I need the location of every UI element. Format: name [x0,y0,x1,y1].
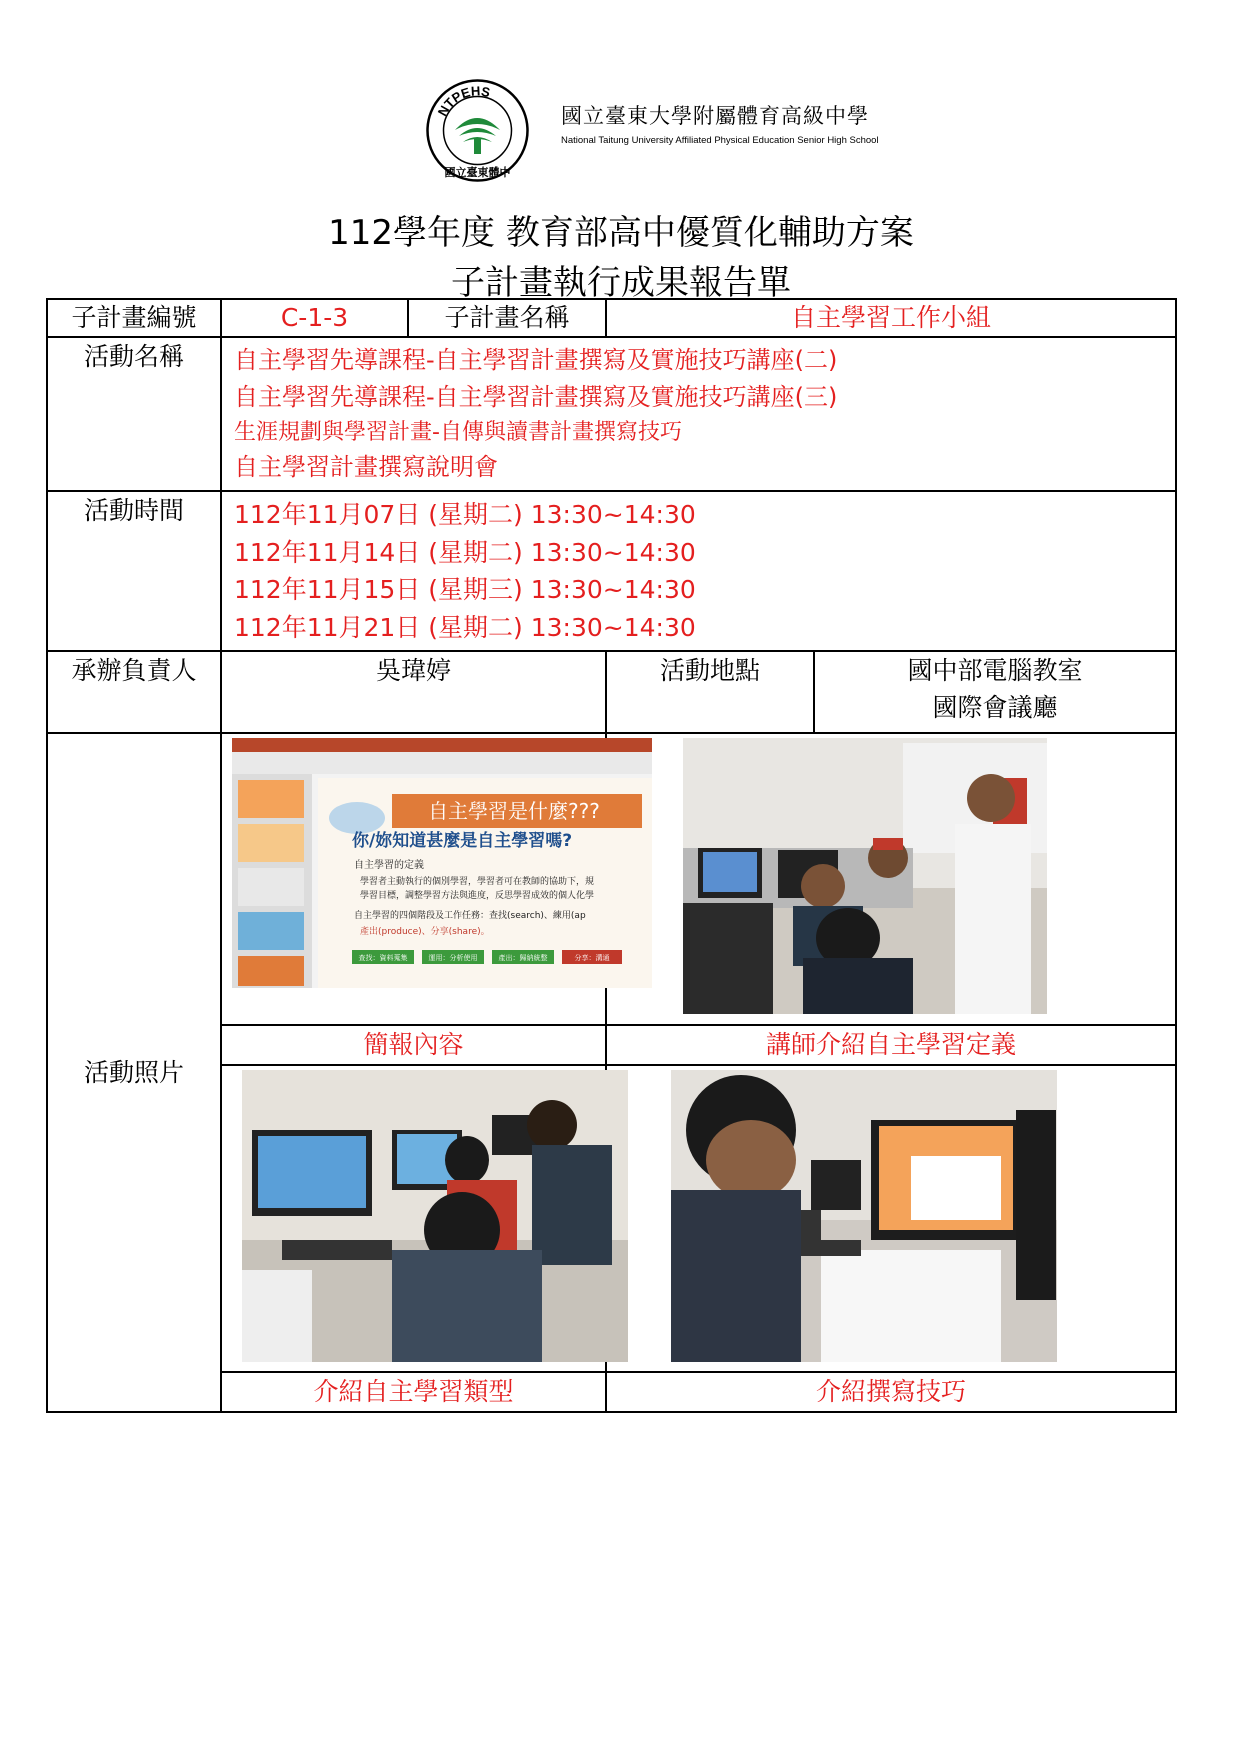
photo-types-cell [221,1065,606,1372]
photo-instructor-cell [606,733,1176,1025]
slide-button-3: 產出：歸納統整 [498,954,548,962]
location-values [814,651,1176,733]
plan-name-label: 子計畫名稱 [408,299,606,337]
activity-name-2: 自主學習先導課程-自主學習計畫撰寫及實施技巧講座(三) [234,383,838,411]
photo-caption-3: 介紹自主學習類型 [221,1372,606,1412]
activity-time-3: 112年11月15日 (星期三) 13:30~14:30 [234,575,696,604]
plan-no-value: C-1-3 [221,299,408,337]
activity-time-label: 活動時間 [47,491,221,651]
photo-slide-cell [221,733,610,1025]
location-1: 國中部電腦教室 [907,656,1083,685]
school-seal-icon [425,78,530,183]
svg-text:NTPEHS: NTPEHS [434,83,492,119]
slide-body2: 學習目標，調整學習方法與進度，反思學習成效的個人化學 [360,891,595,901]
organizer-label: 承辦負責人 [47,651,221,733]
organizer-value [221,651,606,733]
plan-no-label: 子計畫編號 [47,299,221,337]
slide-body1: 學習者主動執行的個別學習，學習者可在教師的協助下，規 [360,877,595,887]
slide-screenshot-photo [232,738,652,988]
slide-title: 自主學習是什麼??? [428,799,600,823]
activity-time-2: 112年11月14日 (星期二) 13:30~14:30 [234,537,696,567]
school-logo-block [425,78,879,188]
organizer-name: 吳瑋婷 [376,656,452,685]
slide-bullet2: 自主學習的四個階段及工作任務：查找(search)、練用(ap [354,911,586,921]
activity-name-4: 自主學習計畫撰寫說明會 [234,453,498,481]
plan-name-value: 自主學習工作小組 [606,299,1176,337]
report-table [46,298,1177,1413]
school-name-en: National Taitung University Affiliated Physical Education Senior High School [561,135,879,146]
report-title-line1: 112學年度 教育部高中優質化輔助方案 [328,213,914,253]
students-computers-photo-1 [242,1070,628,1362]
location-label: 活動地點 [606,651,814,733]
slide-body3: 產出(produce)、分享(share)。 [360,927,490,937]
photos-label: 活動照片 [47,733,221,1412]
instructor-classroom-photo [683,738,1047,1014]
slide-button-4: 分享：溝通 [574,954,610,962]
activity-times [221,491,1176,651]
photo-caption-2: 講師介紹自主學習定義 [606,1025,1176,1065]
location-2: 國際會議廳 [932,693,1058,722]
report-title-line2: 子計畫執行成果報告單 [451,263,791,303]
activity-name-1: 自主學習先導課程-自主學習計畫撰寫及實施技巧講座(二) [234,346,838,374]
photo-caption-4: 介紹撰寫技巧 [606,1372,1176,1412]
slide-question: 你/妳知道甚麼是自主學習嗎? [352,831,573,851]
activity-name-label: 活動名稱 [47,337,221,491]
students-computers-photo-2 [671,1070,1057,1362]
school-name-cn: 國立臺東大學附屬體育高級中學 [561,104,869,128]
seal-bottom-text: 國立臺東體中 [444,166,511,179]
activity-time-1: 112年11月07日 (星期二) 13:30~14:30 [234,500,696,529]
activity-name-3: 生涯規劃與學習計畫-自傳與讀書計畫撰寫技巧 [234,420,682,445]
slide-button-1: 查找：資料蒐集 [358,954,408,962]
photo-caption-1: 簡報內容 [221,1025,606,1065]
photo-skills-cell [606,1065,1176,1372]
activity-time-4: 112年11月21日 (星期二) 13:30~14:30 [234,612,696,642]
activity-names [221,337,1176,491]
slide-button-2: 運用：分析使用 [428,954,478,962]
slide-bullet1: 自主學習的定義 [354,860,424,871]
